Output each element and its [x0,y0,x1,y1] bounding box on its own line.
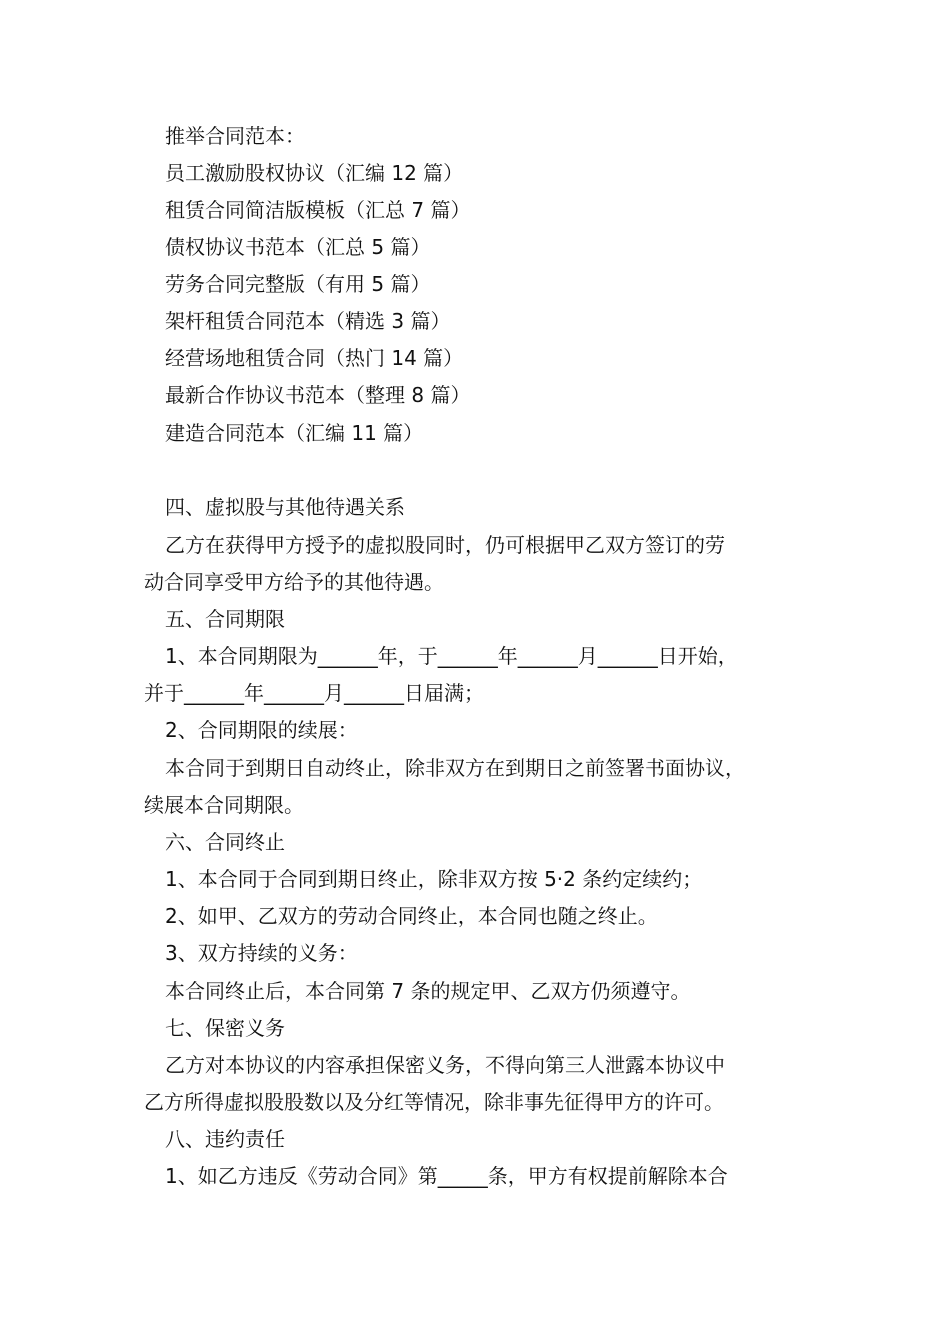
paragraph-line: 2、合同期限的续展： [165,718,358,742]
paragraph-line: 续展本合同期限。 [144,793,304,817]
paragraph-line: 乙方对本协议的内容承担保密义务，不得向第三人泄露本协议中 [165,1053,725,1077]
recommend-item: 最新合作协议书范本（整理 8 篇） [165,383,471,407]
paragraph-line: 3、双方持续的义务： [165,941,358,965]
paragraph-line: 1、如乙方违反《劳动合同》第_____条，甲方有权提前解除本合 [165,1164,728,1188]
paragraph-line: 并于______年______月______日届满； [144,681,484,705]
paragraph-line: 动合同享受甲方给予的其他待遇。 [144,570,444,594]
recommend-item: 租赁合同简洁版模板（汇总 7 篇） [165,198,471,222]
section-5-title: 五、合同期限 [165,607,285,631]
recommend-item: 债权协议书范本（汇总 5 篇） [165,235,431,259]
recommend-item: 员工激励股权协议（汇编 12 篇） [165,161,464,185]
recommend-item: 建造合同范本（汇编 11 篇） [165,421,424,445]
recommend-item: 架杆租赁合同范本（精选 3 篇） [165,309,451,333]
section-4-title: 四、虚拟股与其他待遇关系 [165,495,405,519]
recommend-heading: 推举合同范本： [165,124,305,148]
section-6-title: 六、合同终止 [165,830,285,854]
section-7-title: 七、保密义务 [165,1016,285,1040]
recommend-item: 劳务合同完整版（有用 5 篇） [165,272,431,296]
paragraph-line: 2、如甲、乙双方的劳动合同终止，本合同也随之终止。 [165,904,658,928]
paragraph-line: 乙方在获得甲方授予的虚拟股同时，仍可根据甲乙双方签订的劳 [165,533,725,557]
paragraph-line: 本合同于到期日自动终止，除非双方在到期日之前签署书面协议， [165,756,745,780]
paragraph-line: 乙方所得虚拟股股数以及分红等情况，除非事先征得甲方的许可。 [144,1090,724,1114]
paragraph-line: 1、本合同于合同到期日终止，除非双方按 5·2 条约定续约； [165,867,703,891]
recommend-item: 经营场地租赁合同（热门 14 篇） [165,346,464,370]
section-8-title: 八、违约责任 [165,1127,285,1151]
paragraph-line: 本合同终止后，本合同第 7 条的规定甲、乙双方仍须遵守。 [165,979,691,1003]
paragraph-line: 1、本合同期限为______年，于______年______月______日开始， [165,644,738,668]
